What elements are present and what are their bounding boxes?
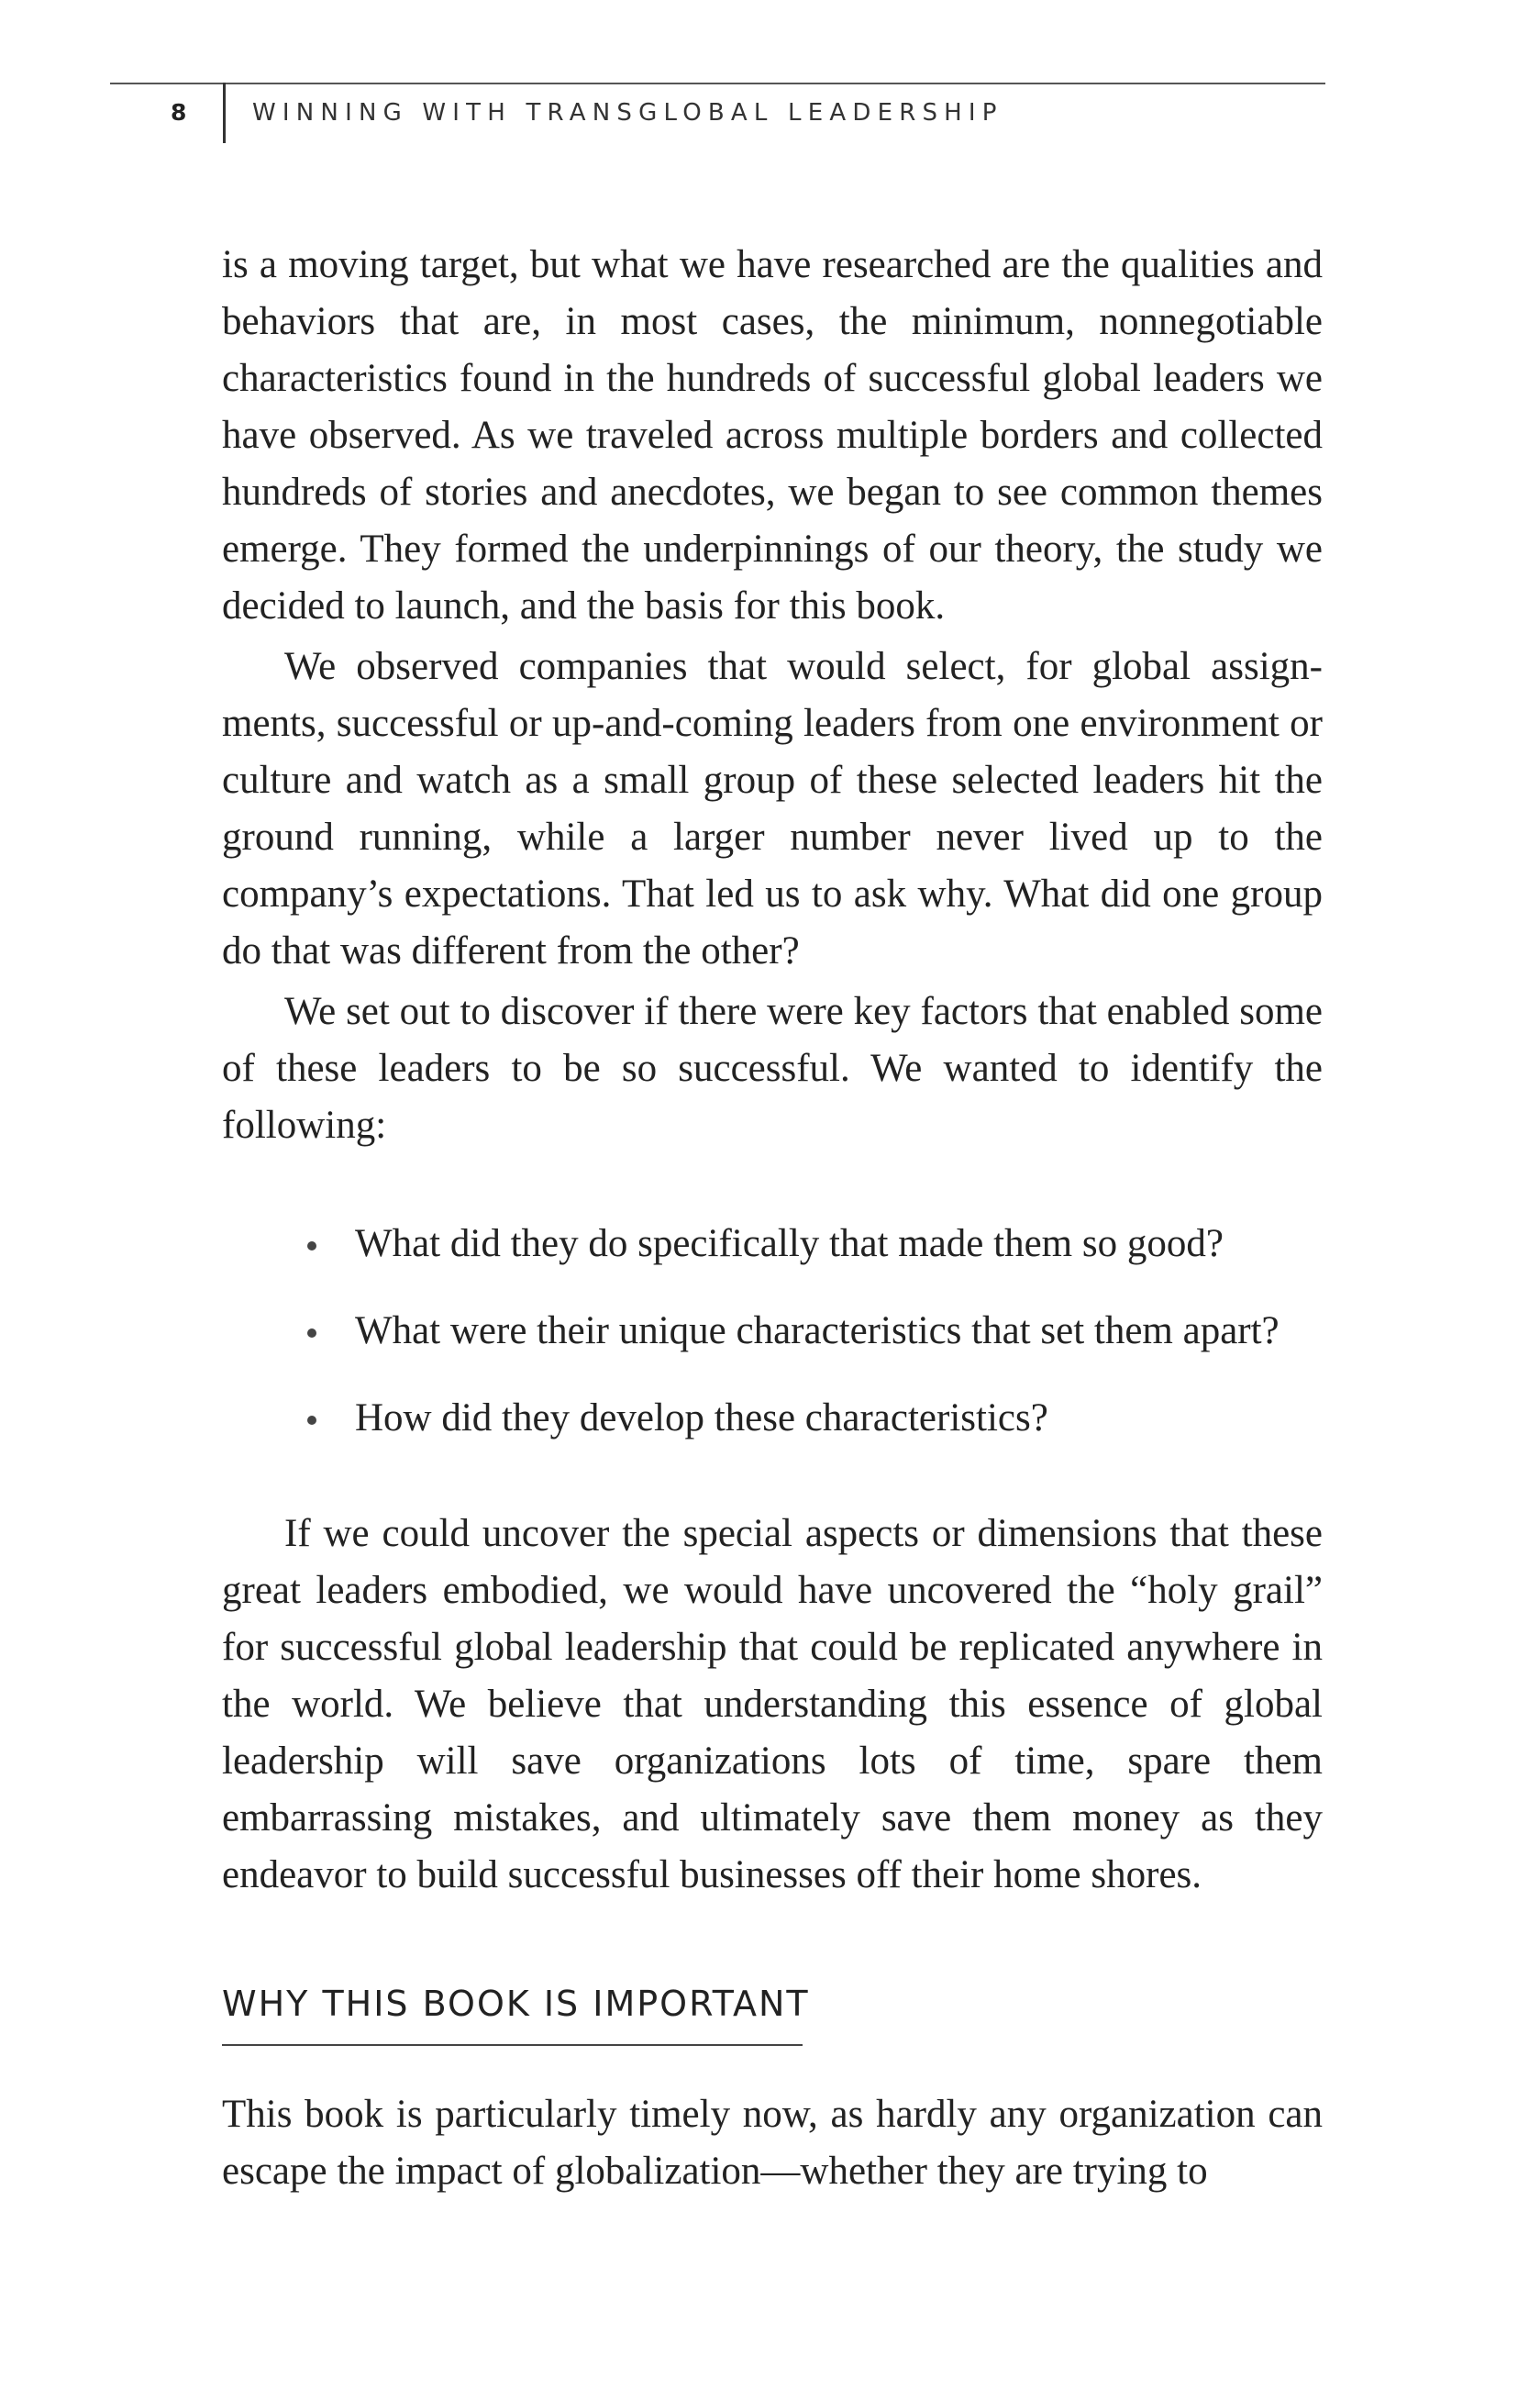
section-paragraph: This book is particularly timely now, as hardly any organization can escape the impact of globalization—whether they are trying to xyxy=(222,2093,1323,2193)
bullet-item xyxy=(300,1390,1355,1477)
paragraph-4: If we could uncover the special aspects or dimensions that these great leaders embodied, we would have uncovered the “holy grail” for successful global leadership that could be replicated anywhere in the world. We believe that understanding this essence of global leadership will save organizations lots of time, spare them embarrassing mistakes, and ultimately save them money as they endeavor to build successful businesses off their home shores. xyxy=(222,1512,1323,1896)
paragraph-3: We set out to discover if there were key factors that enabled some of these leaders to be so successful. We wanted to identify the following: xyxy=(222,990,1323,1147)
section-heading: WHY THIS BOOK IS IMPORTANT xyxy=(222,1984,810,2024)
bullet-item xyxy=(300,1216,1355,1303)
bullet-text: How did they develop these characteristics? xyxy=(355,1396,1048,1439)
bullet-dot-icon xyxy=(307,1328,316,1338)
page-number: 8 xyxy=(171,99,187,126)
bullet-dot-icon xyxy=(307,1241,316,1251)
header-rule xyxy=(110,83,1325,84)
bullet-list xyxy=(300,1216,1355,1477)
bullet-text: What were their unique characteristics that set them apart? xyxy=(355,1309,1280,1352)
header-divider xyxy=(223,83,226,143)
bullet-item xyxy=(300,1303,1355,1390)
running-head: WINNING WITH TRANSGLOBAL LEADERSHIP xyxy=(252,99,1003,127)
bullet-text: What did they do specifically that made them so good? xyxy=(355,1222,1224,1265)
section-heading-rule xyxy=(222,2044,803,2046)
paragraph-2: We observed companies that would select, for global assignments, successful or up-and-coming leaders from one environment or culture and watch as a small group of these selected leaders hit the ground running, while a larger number never lived up to the company’s expectations. That led us to ask why. What did one group do that was different from the other? xyxy=(222,645,1323,973)
paragraph-1: is a moving target, but what we have researched are the qualities and behaviors that are, in most cases, the minimum, nonnegotiable characteristics found in the hundreds of successful global leaders we have observed. As we traveled across multiple borders and collected hundreds of stories and anecdotes, we began to see common themes emerge. They formed the underpinnings of our theory, the study we decided to launch, and the basis for this book. xyxy=(222,243,1323,628)
bullet-dot-icon xyxy=(307,1416,316,1425)
